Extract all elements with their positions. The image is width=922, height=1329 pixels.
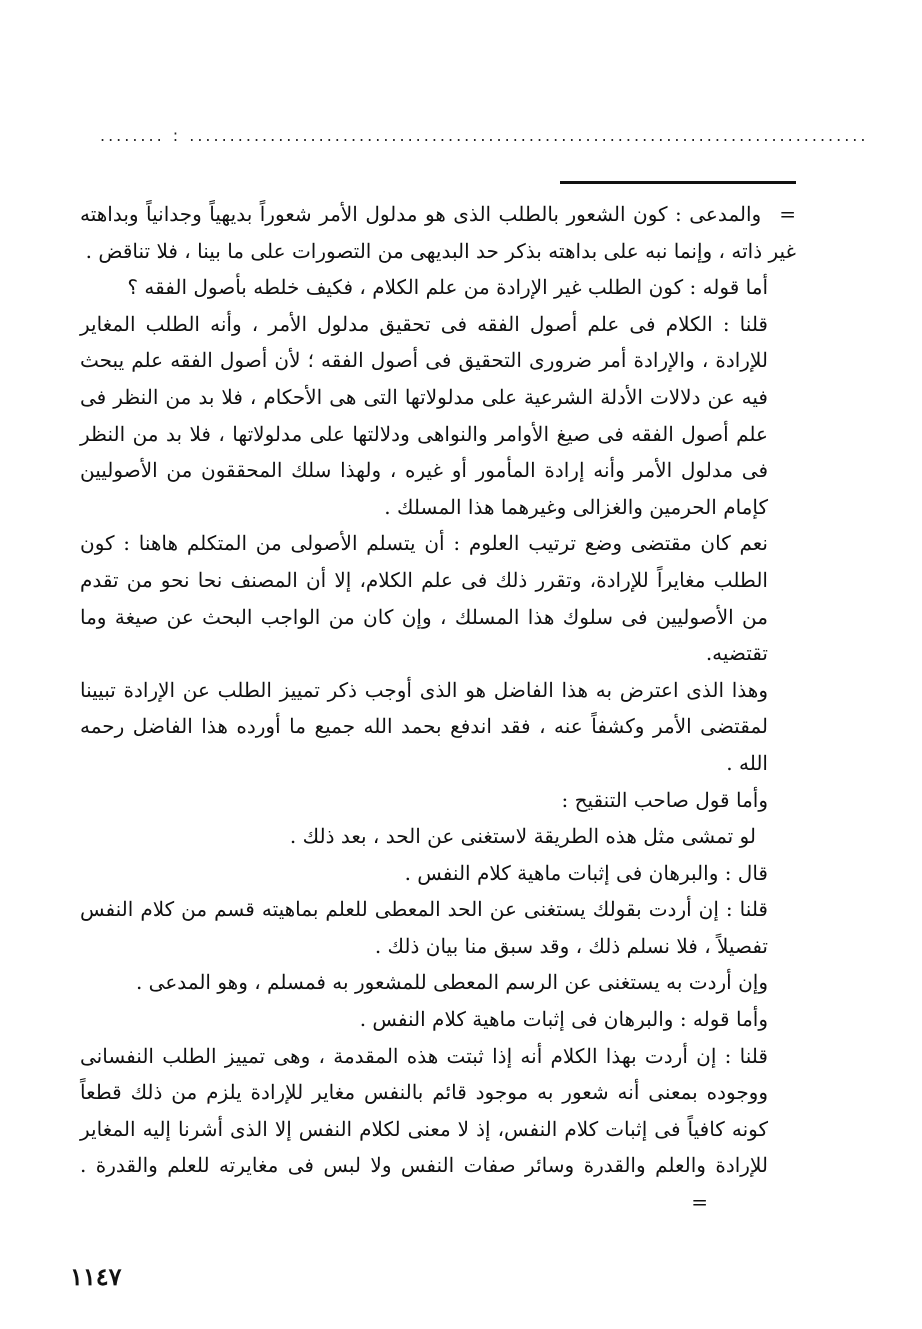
paragraph: وأما قول صاحب التنقيح : — [561, 787, 768, 812]
paragraph-text: قلنا : إن أردت بهذا الكلام أنه إذا ثبتت هذه المقدمة ، وهى تمييز الطلب النفسانى ووجوده بمعنى أنه شعور به موجود قائم بالنفس مغاير للإرادة يلزم من ذلك قطعاً كونه كافياً فى إثبات كلام النفس، إذ لا معنى لكلام النفس إلا الذى أشرنا إليه المغاير للإرادة والعلم والقدرة وسائر صفات النفس ولا لبس فى مغايرته للعلم والقدرة . — [80, 1043, 768, 1178]
continuation-mark: = — [779, 202, 796, 226]
paragraph: قلنا : إن أردت بقولك يستغنى عن الحد المعطى للعلم بماهيته قسم من كلام النفس تفصيلاً ، فلا نسلم ذلك ، وقد سبق منا بيان ذلك . — [80, 897, 768, 958]
footnote-separator-rule — [560, 181, 796, 184]
paragraph: قال : والبرهان فى إثبات ماهية كلام النفس . — [404, 860, 768, 885]
page-body-text — [80, 196, 796, 1221]
paragraph: وأما قوله : والبرهان فى إثبات ماهية كلام النفس . — [359, 1007, 768, 1032]
paragraph — [80, 1038, 796, 1221]
paragraph-text: والمدعى : كون الشعور بالطلب الذى هو مدلول الأمر شعوراً بديهياً وجدانياً وبداهته غير ذاته ، وإنما نبه على بداهته بذكر حد البديهى من التصورات على ما بينا ، فلا تناقض . — [80, 202, 796, 263]
header-dotted-line: ........ : .................................................................................... — [100, 126, 869, 145]
paragraph: وإن أردت به يستغنى عن الرسم المعطى للمشعور به فمسلم ، وهو المدعى . — [135, 970, 768, 995]
paragraph: قلنا : الكلام فى علم أصول الفقه فى تحقيق مدلول الأمر ، وأنه الطلب المغاير للإرادة ، والإرادة أمر ضرورى التحقيق فى أصول الفقه ؛ لأن أصول الفقه علم يبحث فيه عن دلالات الأدلة الشرعية على مدلولاتها التى هى الأحكام ، فلا بد من النظر فى علم أصول الفقه فى صيغ الأوامر والنواهى ودلالتها على مدلولاتها ، فلا بد من النظر فى مدلول الأمر وأنه إرادة المأمور أو غيره ، ولهذا سلك المحققون من الأصوليين كإمام الحرمين والغزالى وغيرهما هذا المسلك . — [80, 311, 768, 519]
paragraph: نعم كان مقتضى وضع ترتيب العلوم : أن يتسلم الأصولى من المتكلم هاهنا : كون الطلب مغايراً للإرادة، وتقرر ذلك فى علم الكلام، إلا أن المصنف نحا نحو من تقدم من الأصوليين فى سلوك هذا المسلك ، وإن كان من الواجب البحث عن صيغة وما تقتضيه. — [80, 531, 768, 666]
continuation-mark: = — [691, 1190, 708, 1215]
page-number: ١١٤٧ — [70, 1262, 122, 1291]
paragraph — [80, 196, 796, 269]
paragraph: وهذا الذى اعترض به هذا الفاضل هو الذى أوجب ذكر تمييز الطلب عن الإرادة تبيينا لمقتضى الأمر وكشفاً عنه ، فقد اندفع بحمد الله جميع ما أورده هذا الفاضل رحمه الله . — [80, 677, 768, 775]
paragraph: أما قوله : كون الطلب غير الإرادة من علم الكلام ، فكيف خلطه بأصول الفقه ؟ — [127, 275, 768, 300]
paragraph: لو تمشى مثل هذه الطريقة لاستغنى عن الحد ، بعد ذلك . — [289, 824, 756, 849]
